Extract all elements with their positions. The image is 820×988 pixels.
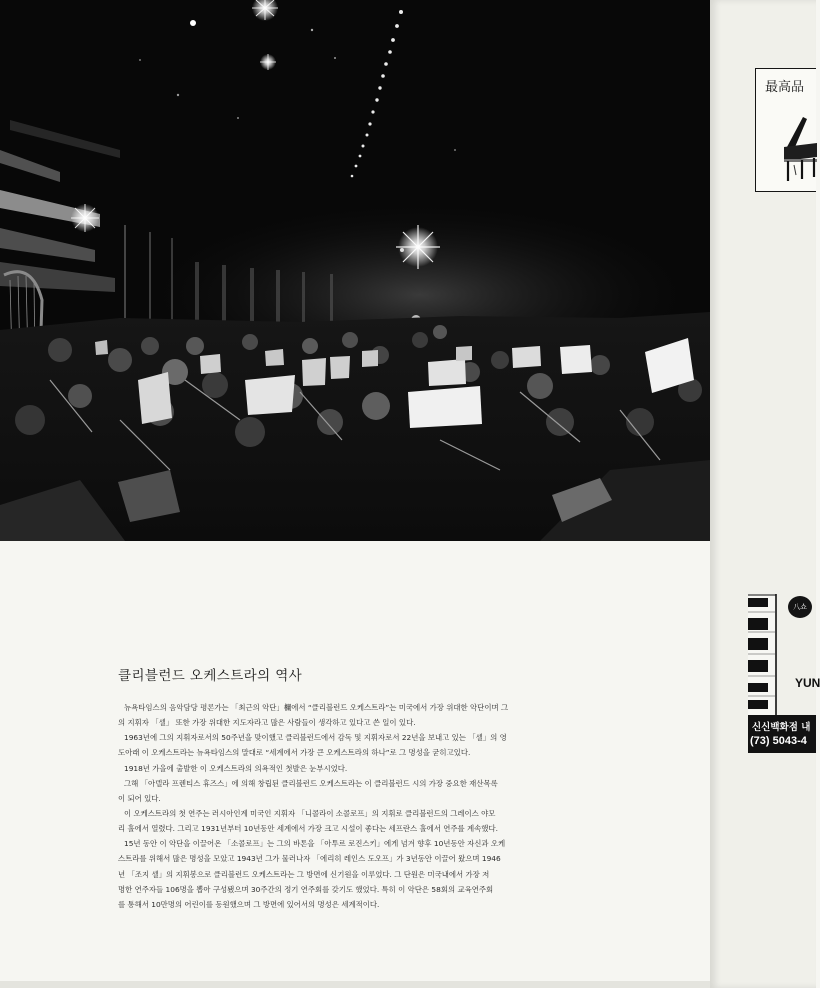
store-info-box <box>748 715 816 753</box>
body-line: 를 통해서 10만명의 어린이를 동원했으며 그 방면에 있어서의 명성은 세계적이다. <box>118 899 380 909</box>
store-location: 신신백화점 내 <box>752 722 811 733</box>
article-body <box>118 700 592 912</box>
body-line: 그해 「아델라 프렌티스 휴즈스」에 의해 창립된 클리블런드 오케스트라는 이 클리블런드 시의 가장 중요한 재산목록 <box>124 778 498 788</box>
paragraph <box>118 730 592 760</box>
body-line: 이 오케스트라의 첫 연주는 러시아인계 미국인 지휘자 「니콜라이 소콜로프」의 지휘로 클리블런드의 그레이스 야모 <box>124 808 496 818</box>
piano-keys-icon <box>748 594 778 715</box>
body-line: 스트라를 위해서 많은 명성을 모았고 1943년 그가 물러나자 「에리히 레인스 도오프」가 3년동안 이끌어 왔으며 1946 <box>118 854 501 864</box>
orchestra <box>0 312 710 541</box>
paragraph <box>118 806 592 836</box>
paragraph <box>118 700 592 730</box>
body-line: 뉴욕타임스의 음악담당 평론가는 「최근의 악단」欄에서 “클리블런드 오케스트라”는 미국에서 가장 위대한 악단이며 그 <box>124 703 509 712</box>
body-line: 1918년 가을에 출발한 이 오케스트라의 의욕적인 첫발은 눈부시었다. <box>124 763 348 773</box>
body-line: 1963년에 그의 지휘자로서의 50주년을 맞이했고 클리블런드에서 감독 및 지휘자로서 22년을 보내고 있는 「셀」의 영 <box>124 733 507 743</box>
paragraph <box>118 776 592 806</box>
article-title: 클리블런드 오케스트라의 역사 <box>118 668 303 684</box>
body-line: 리 홀에서 열렸다. 그리고 1931년부터 10년동안 세계에서 가장 크고 시설이 좋다는 세프란스 홀에서 연주를 계속했다. <box>118 824 498 834</box>
body-line: 이 되어 있다. <box>118 793 161 803</box>
body-line: 의 지휘자 「셀」 또한 가장 위대한 지도자라고 많은 사람들이 생각하고 있다고 쓴 일이 있다. <box>118 718 416 728</box>
concert-photo <box>0 0 710 541</box>
body-line: 15년 동안 이 악단을 이끌어온 「소콜로프」는 그의 바톤을 「아투르 로진스키」에게 넘겨 향후 10년동안 자신과 오케 <box>124 839 506 849</box>
adjacent-page <box>710 0 820 988</box>
page-bottom-edge <box>0 981 710 988</box>
brand-name: YUN <box>795 676 820 690</box>
paragraph <box>118 836 592 912</box>
paragraph <box>118 761 592 776</box>
ad-headline: 最高品 <box>765 80 805 95</box>
brand-logo: 八쇼 <box>788 596 812 618</box>
concert-hall-image <box>0 0 710 541</box>
grand-piano-icon <box>784 115 817 185</box>
body-line: 도아래 이 오케스트라는 뉴욕타임스의 말대로 “세계에서 가장 큰 오케스트라의 하나”로 그 명성을 굳히고있다. <box>118 748 471 758</box>
store-phone: (73) 5043-4 <box>750 735 807 747</box>
piano-ad-bottom <box>748 594 820 755</box>
body-line: 년 「조지 셀」의 지휘봉으로 클리블런드 오케스트라는 그 방면에 신기원을 이루었다. 그 단원은 미국내에서 가장 저 <box>118 869 490 879</box>
body-line: 명한 연주자들 106명을 뽑아 구성됐으며 30주간의 정기 연주회를 갖기도 했었다. 특히 이 악단은 58회의 교육연주회 <box>118 884 494 894</box>
piano-ad-top <box>755 68 816 192</box>
